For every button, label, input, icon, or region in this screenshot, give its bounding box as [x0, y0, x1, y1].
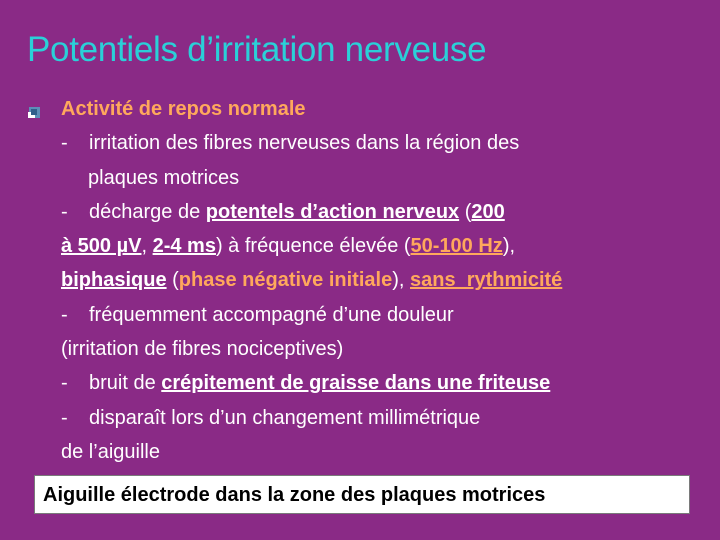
dash-marker: -	[61, 303, 68, 326]
line-text: fréquemment accompagné d’une douleur	[89, 303, 454, 326]
dash-marker: -	[61, 406, 68, 429]
frequency-value: 50-100 Hz	[410, 235, 503, 258]
body-line-5	[61, 263, 711, 297]
line-text: ) à fréquence élevée (	[215, 235, 411, 258]
body-line-4	[61, 229, 711, 263]
line-text: ),	[392, 269, 410, 292]
line-text: ),	[502, 235, 516, 258]
dash-marker: -	[61, 372, 68, 395]
slide-title: Potentiels d’irritation nerveuse	[27, 30, 487, 69]
line-text: disparaît lors d’un changement millimétrique	[89, 406, 481, 429]
term-no-rhythmicity: sans rythmicité	[410, 269, 563, 292]
amplitude-value: 200	[471, 200, 505, 223]
term-negative-phase: phase négative initiale	[178, 269, 393, 292]
section-heading: Activité de repos normale	[61, 98, 306, 120]
caption-box: Aiguille électrode dans la zone des plaques motrices	[34, 475, 690, 514]
line-text: décharge de	[89, 200, 206, 223]
slide-body	[61, 92, 711, 469]
body-line-1	[61, 126, 711, 160]
body-line-8	[61, 366, 711, 400]
line-text: ,	[141, 235, 153, 258]
body-line-3	[61, 195, 711, 229]
body-line-10	[61, 435, 711, 469]
body-line-6	[61, 298, 711, 332]
dash-marker: -	[61, 132, 68, 155]
body-line-9	[61, 401, 711, 435]
amplitude-value: à 500 µV	[61, 235, 142, 258]
line-text: de l’aiguille	[61, 440, 160, 463]
line-text: (irritation de fibres nociceptives)	[61, 338, 344, 361]
line-text: irritation des fibres nerveuses dans la région des	[89, 132, 520, 155]
term-biphasic: biphasique	[61, 269, 167, 292]
line-text: plaques motrices	[88, 166, 240, 189]
line-text: (	[166, 269, 179, 292]
duration-value: 2-4 ms	[152, 235, 216, 258]
square-bullet-icon	[28, 107, 40, 118]
term-crackling-sound: crépitement de graisse dans une friteuse	[161, 372, 551, 395]
body-line-2	[61, 161, 711, 195]
term-action-potentials: potentels d’action nerveux	[205, 200, 460, 223]
line-text: bruit de	[89, 372, 162, 395]
dash-marker: -	[61, 200, 68, 223]
line-text: (	[459, 200, 472, 223]
body-line-7	[61, 332, 711, 366]
